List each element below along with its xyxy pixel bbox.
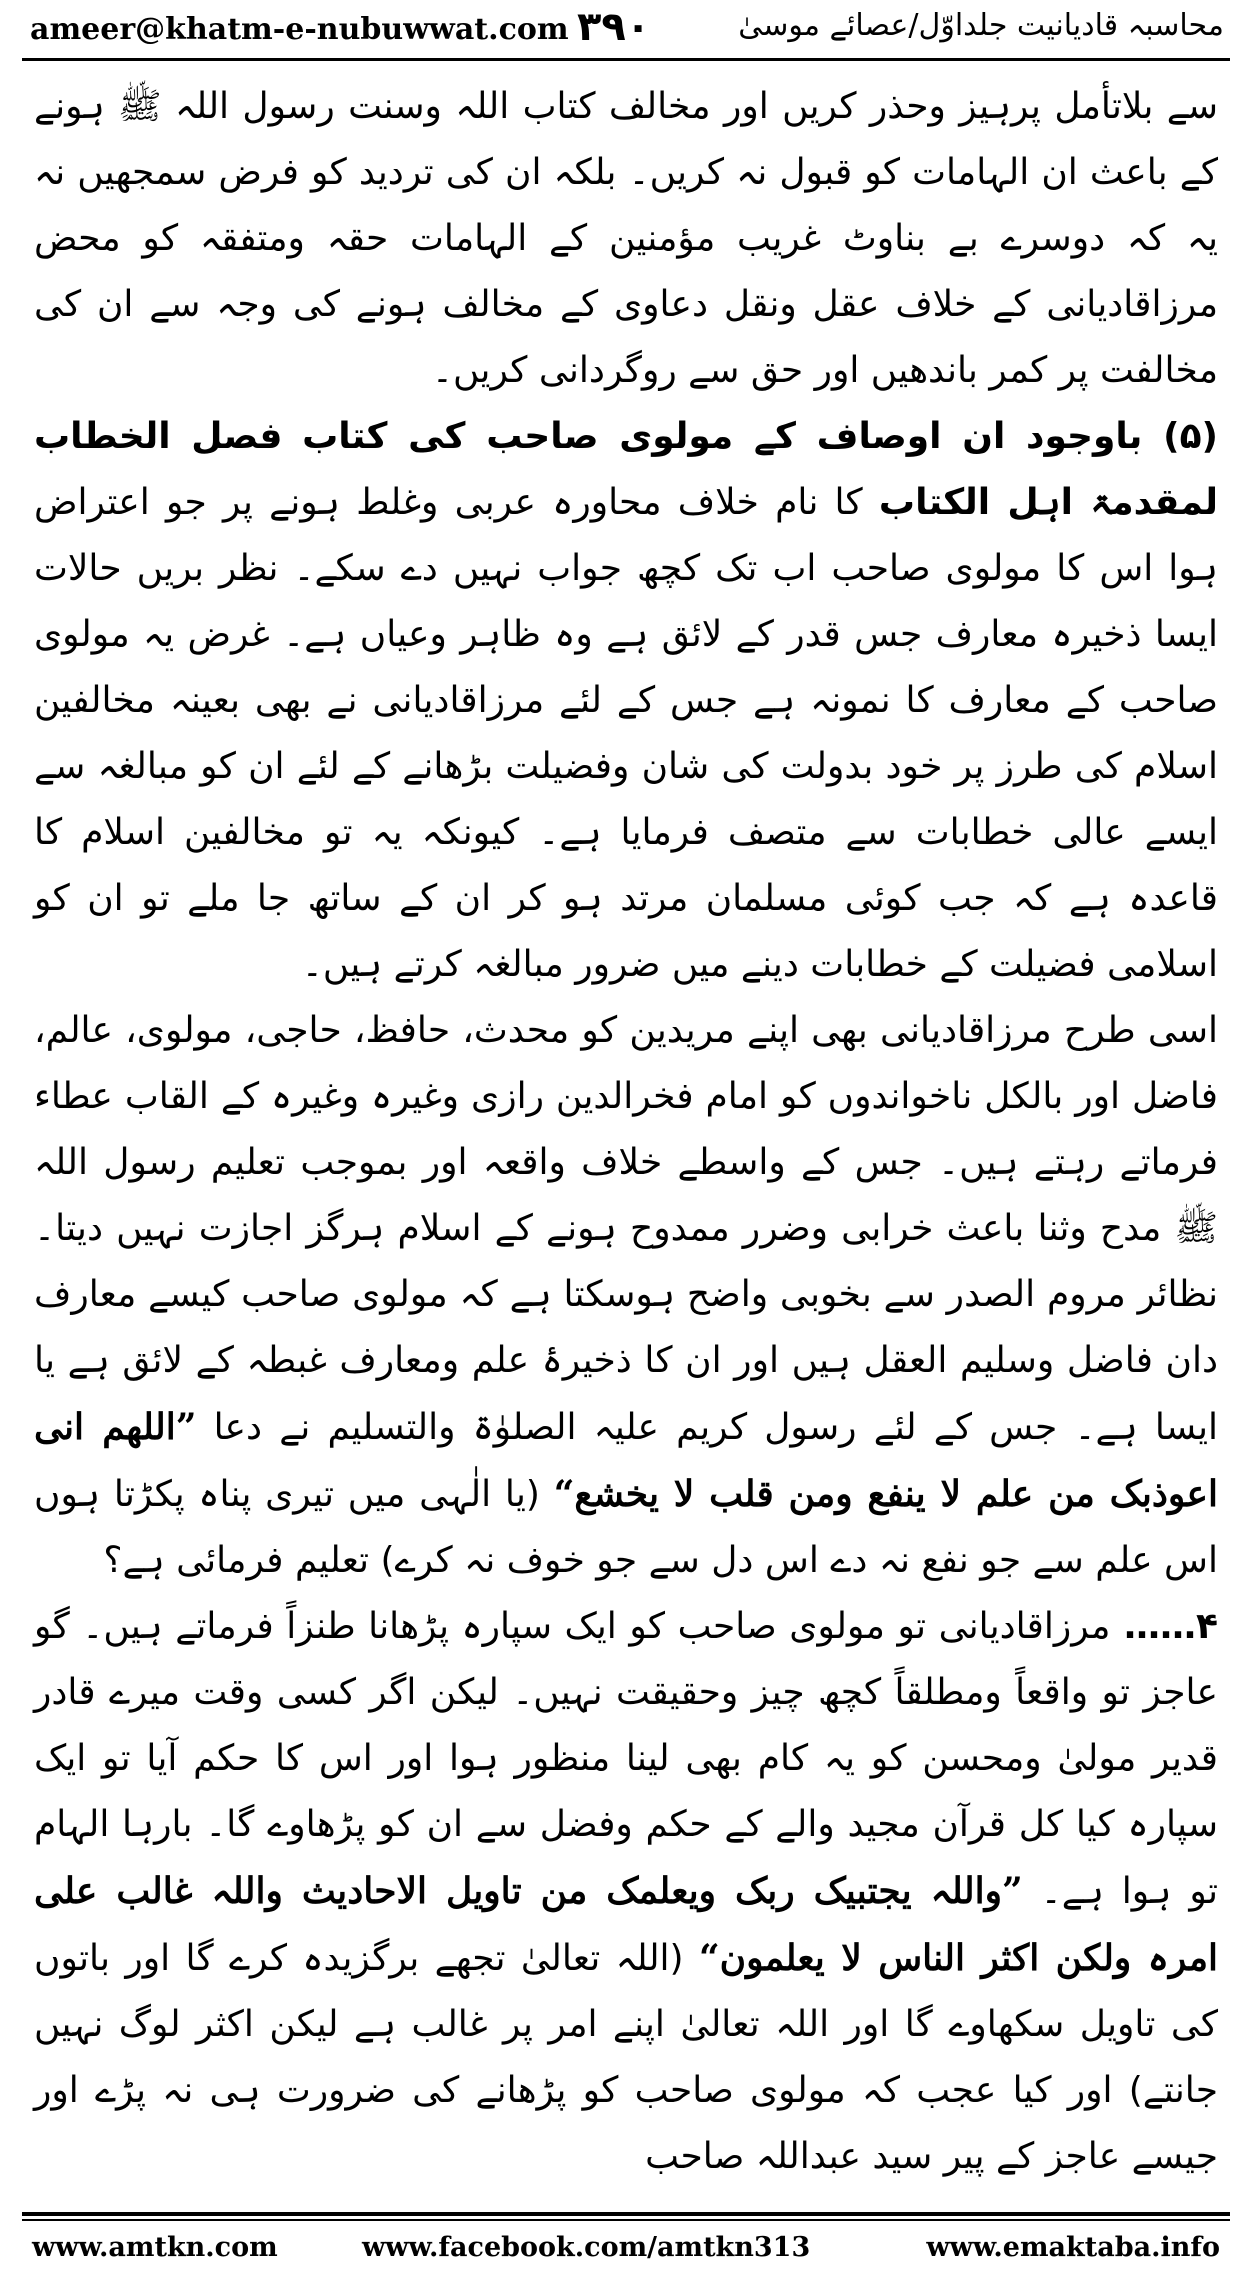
paragraph-2-start: (۵) باوجود ان اوصاف کے مولوی صاحب کی کتاب [302,416,1218,457]
footer-link-emaktaba[interactable]: www.emaktaba.info [926,2232,1220,2263]
paragraph-4-number: ۴…… [1110,1606,1218,1647]
paragraph-2-rest: کا نام خلاف محاورہ عربی وغلط ہونے پر جو اعتراض ہوا اس کا مولوی صاحب اب تک کچھ جواب نہیں دے سکے۔ نظر بریں حالات ایسا ذخیرہ معارف جس قدر کے لائق ہے وہ ظاہر وعیاں ہے۔ غرض یہ مولوی صاحب کے معارف کا نمونہ ہے جس کے لئے مرزاقادیانی نے بھی بعینہ مخالفین اسلام کی طرز پر خود بدولت کی شان وفضیلت بڑھانے کے لئے ان کو مبالغہ سے ایسے عالی خطابات سے متصف فرمایا ہے۔ کیونکہ یہ تو مخالفین اسلام کا قاعدہ ہے کہ جب کوئی مسلمان مرتد ہو کر ان کے ساتھ جا ملے تو ان کو اسلامی فضیلت کے خطابات دینے میں ضرور مبالغہ کرتے ہیں۔ [34,482,1218,985]
paragraph-4 [34,1594,1218,2190]
page-number: ۳۹۰ [577,4,651,50]
page-footer [22,2228,1230,2268]
book-name: فصل الخطاب لمقدمۃ اہل الکتاب [34,416,1218,523]
header-email: ameer@khatm-e-nubuwwat.com [30,12,569,47]
paragraph-3-text: اسی طرح مرزاقادیانی بھی اپنے مریدین کو محدث، حافظ، حاجی، مولوی، عالم، فاضل اور بالکل ناخواندوں کو امام فخرالدین رازی وغیرہ وغیرہ کے القاب عطاء فرماتے رہتے ہیں۔ جس کے واسطے خلاف واقعہ اور بموجب تعلیم رسول اللہ ﷺ مدح وثنا باعث خرابی وضرر ممدوح ہونے کے اسلام ہرگز اجازت نہیں دیتا۔ نظائر مروم الصدر سے بخوبی واضح ہوسکتا ہے کہ مولوی صاحب کیسے معارف دان فاضل وسلیم العقل ہیں اور ان کا ذخیرۂ علم ومعارف غبطہ کے لائق ہے یا ایسا ہے۔ جس کے لئے رسول کریم علیہ الصلوٰۃ والتسلیم نے دعا [34,1010,1218,1448]
arabic-dua: ”اللھم انی اعوذبک من علم لا ینفع ومن قلب لا یخشع“ [34,1406,1218,1515]
paragraph-4-text: مرزاقادیانی تو مولوی صاحب کو ایک سپارہ پڑھانا طنزاً فرماتے ہیں۔ گو عاجز تو واقعاً ومطلقاً کچھ چیز وحقیقت نہیں۔ لیکن اگر کسی وقت میرے قادر قدیر مولیٰ ومحسن کو یہ کام بھی لینا منظور ہوا اور اس کا حکم آیا تو ایک سپارہ کیا کل قرآن مجید والے کے حکم وفضل سے ان کو پڑھاوے گا۔ بارہا الہام تو ہوا ہے۔ [34,1606,1218,1912]
paragraph-4-end: (اللہ تعالیٰ تجھے برگزیدہ کرے گا اور باتوں کی تاویل سکھاوے گا اور اللہ تعالیٰ اپنے امر پر غالب ہے لیکن اکثر لوگ نہیں جانتے) اور کیا عجب کہ مولوی صاحب کو پڑھانے کی ضرورت ہی نہ پڑے اور جیسے عاجز کے پیر سید عبداللہ صاحب [34,1938,1218,2177]
paragraph-3 [34,998,1218,1594]
footer-rule [22,2212,1230,2221]
arabic-ilham: ”واللہ یجتبیک ربک ویعلمک من تاویل الاحادیث واللہ غالب علی امرہ ولکن اکثر الناس لا یعلمون“ [34,1870,1218,1979]
paragraph-1: سے بلاتأمل پرہیز وحذر کریں اور مخالف کتاب اللہ وسنت رسول اللہ ﷺ ہونے کے باعث ان الہامات کو قبول نہ کریں۔ بلکہ ان کی تردید کو فرض سمجھیں نہ یہ کہ دوسرے بے بناوٹ غریب مؤمنین کے الہامات حقہ ومتفقہ کو محض مرزاقادیانی کے خلاف عقل ونقل دعاوی کے مخالف ہونے کی وجہ سے ان کی مخالفت پر کمر باندھیں اور حق سے روگردانی کریں۔ [34,86,1218,391]
footer-link-facebook[interactable]: www.facebook.com/amtkn313 [362,2232,811,2263]
footer-link-amtkn[interactable]: www.amtkn.com [32,2232,278,2263]
page-body [34,74,1218,2190]
header-rule [22,58,1230,61]
paragraph-3-end: (یا الٰہی میں تیری پناہ پکڑتا ہوں اس علم سے جو نفع نہ دے اس دل سے جو خوف نہ کرے) تعلیم فرمائی ہے؟ [34,1474,1218,1581]
book-title: محاسبہ قادیانیت جلداوّل/عصائے موسیٰ [738,8,1224,43]
paragraph-2 [34,404,1218,998]
page-header [22,0,1230,58]
